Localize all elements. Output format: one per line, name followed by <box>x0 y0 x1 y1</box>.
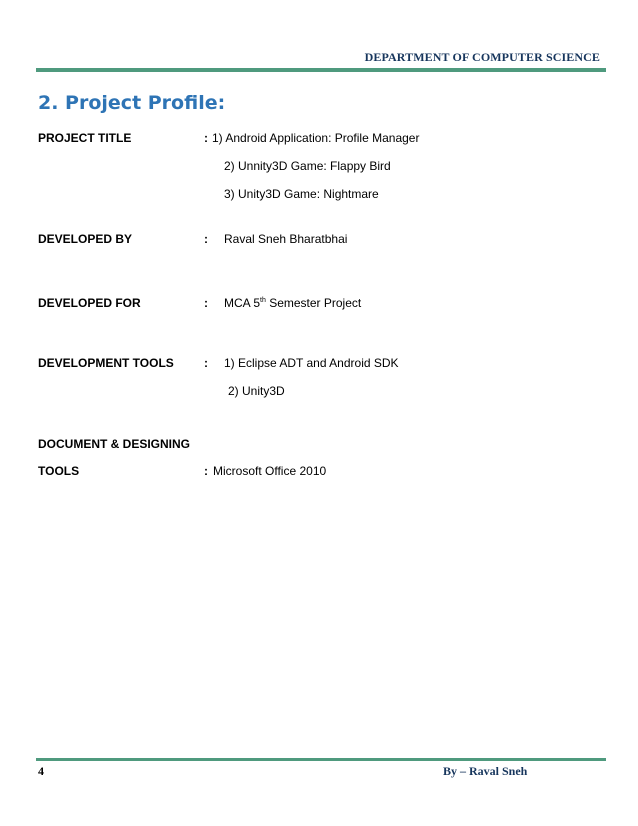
development-tools-colon: : <box>204 356 208 370</box>
document-tools-label-line1: DOCUMENT & DESIGNING <box>38 437 191 451</box>
developed-for-value <box>224 296 361 310</box>
developed-for-value-suffix: Semester Project <box>265 296 362 310</box>
document-tools-colon: : <box>204 464 208 478</box>
project-title-value-1: 1) Android Application: Profile Manager <box>212 131 420 145</box>
document-tools-label-line2: TOOLS <box>38 464 80 478</box>
project-title-label: PROJECT TITLE <box>38 131 132 145</box>
section-title: 2. Project Profile: <box>38 92 226 114</box>
footer-rule <box>36 758 606 761</box>
developed-by-label: DEVELOPED BY <box>38 232 133 246</box>
page-number: 4 <box>38 764 44 778</box>
developed-for-value-sup: th <box>260 297 266 304</box>
footer-author: By – Raval Sneh <box>443 764 528 778</box>
development-tools-value-2: 2) Unity3D <box>228 384 285 398</box>
document-tools-value: Microsoft Office 2010 <box>213 464 327 478</box>
development-tools-label: DEVELOPMENT TOOLS <box>38 356 174 370</box>
header-rule <box>36 68 606 72</box>
developed-by-value: Raval Sneh Bharatbhai <box>224 232 348 246</box>
project-title-value-3: 3) Unity3D Game: Nightmare <box>224 187 379 201</box>
developed-by-colon: : <box>204 232 208 246</box>
project-title-colon: : <box>204 131 208 145</box>
project-title-value-2: 2) Unnity3D Game: Flappy Bird <box>224 159 391 173</box>
developed-for-colon: : <box>204 296 208 310</box>
page-header-title: DEPARTMENT OF COMPUTER SCIENCE <box>364 50 600 64</box>
development-tools-value-1: 1) Eclipse ADT and Android SDK <box>224 356 399 370</box>
developed-for-value-prefix: MCA 5 <box>224 296 261 310</box>
developed-for-label: DEVELOPED FOR <box>38 296 141 310</box>
